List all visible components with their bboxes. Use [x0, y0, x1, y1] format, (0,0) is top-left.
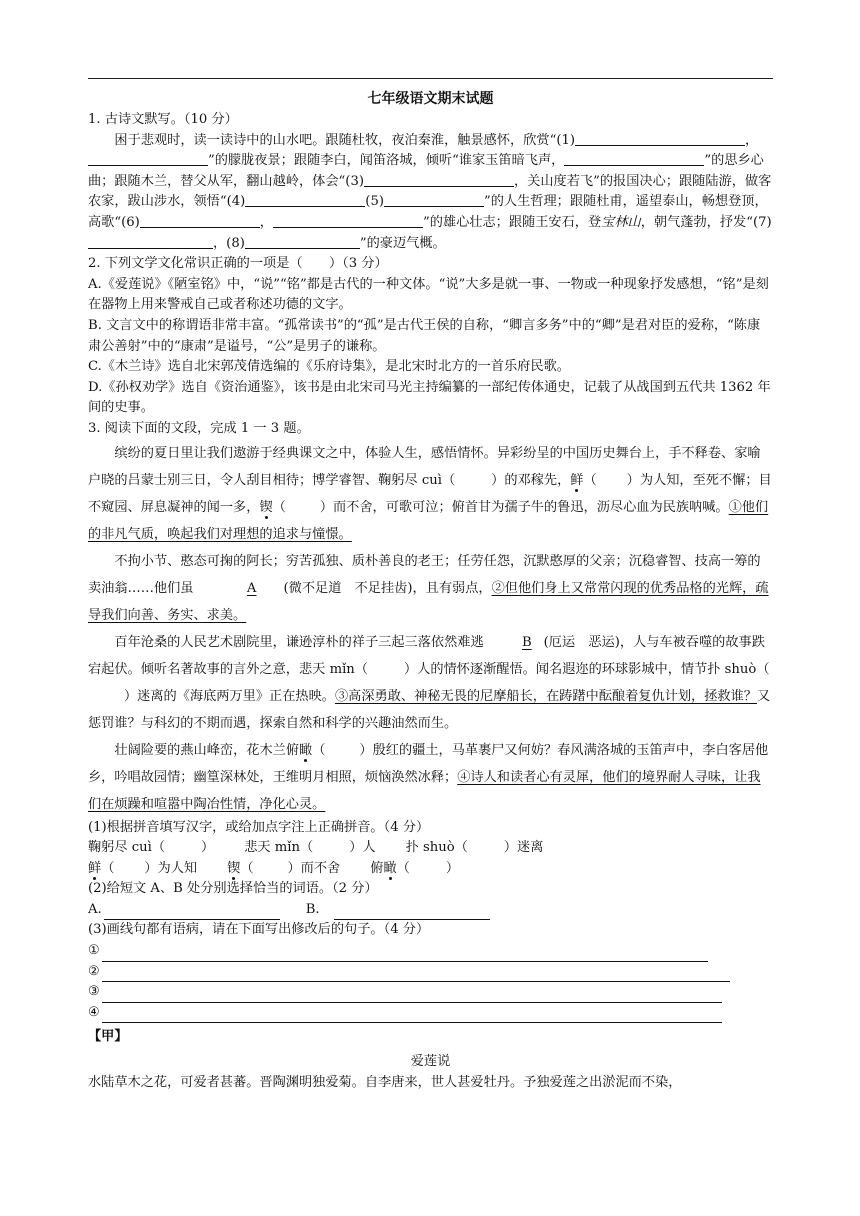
q2-option-c: C.《木兰诗》选自北宋郭茂倩选编的《乐府诗集》，是北宋时北方的一首乐府民歌。	[88, 359, 570, 375]
revision-line-2: ②	[88, 962, 773, 983]
exam-content	[88, 110, 773, 1093]
answer-line-a[interactable]	[104, 905, 280, 920]
underlined-sentence-2: ②但他们身上又常常闪现的优秀品格的光辉，疏导我们向善、务实、求美。	[88, 580, 769, 623]
revision-line-1: ①	[88, 941, 773, 962]
sub-question-3: (3)画线句都有语病，请在下面写出修改后的句子。（4 分）	[88, 922, 430, 938]
answer-blank[interactable]	[364, 172, 514, 187]
answer-line[interactable]	[102, 988, 722, 1003]
answer-line[interactable]	[102, 967, 730, 982]
answer-blank[interactable]	[88, 151, 208, 166]
q2-option-a: A.《爱莲说》《陋室铭》中，“说”“铭”都是古代的一种文体。“说”大多是就一事、一物或一种现象抒发感想，“铭”是刻在器物上用来警戒自己或者称述功德的文字。	[88, 276, 769, 313]
q2-option-b: B. 文言文中的称谓语非常丰富。“孤常读书”的“孤”是古代王侯的自称，“卿言多务”中的“卿”是君对臣的爱称，“陈康肃公善射”中的“康肃”是谥号，“公”是男子的谦称。	[88, 317, 761, 354]
page-title: 七年级语文期末试题	[367, 91, 494, 107]
q3-paragraph-2: 不拘小节、憨态可掬的阿长；穷苦孤独、质朴善良的老王；任劳任怨，沉默憨厚的父亲；沉稳睿智、技高一筹的卖油翁……他们虽 A (微不足道 不足挂齿)，且有弱点，②但他们身上又常常闪现的优秀品格的光辉，疏导我们向善、务实、求美。	[88, 553, 769, 623]
ab-answer-row: A. B.	[88, 900, 773, 921]
answer-blank[interactable]	[564, 151, 704, 166]
q3-paragraph-3: 百年沧桑的人民艺术剧院里，谦逊淳朴的祥子三起三落依然难逃 B (厄运 恶运)，人与车被吞噬的故事跌宕起伏。倾听名著故事的言外之意，悲天 mǐn（ ）人的情怀逐渐醒悟。闻名遐迩的环球影城中，情节扑 shuò（）迷离的《海底两万里》正在热映。③高深勇敢、神秘无畏的尼摩船长，在踌躇中酝酿着复仇计划，拯救谁？又惩罚谁？与科幻的不期而遇，探索自然和科学的兴趣油然而生。	[88, 634, 771, 731]
underlined-sentence-3: ③高深勇敢、神秘无畏的尼摩船长，在踌躇中酝酿着复仇计划，拯救谁？	[335, 688, 757, 704]
answer-blank[interactable]	[273, 213, 423, 228]
answer-line[interactable]	[102, 947, 708, 962]
q1-text: 困于悲观时，读一读诗中的山水吧。跟随杜牧，夜泊秦淮，触景感怀，欣赏“(1) ，”的朦胧夜景；跟随李白，闻笛洛城，倾听“谁家玉笛暗飞声， ”的思乡心曲；跟随木兰，替父从军，翻山越岭，体会“(3) ，关山度若飞”的报国决心；跟随陆游，做客农家，跋山涉水，领悟“(4) (5) ”的人生哲理；跟随杜甫，遥望泰山，畅想登顶，高歌“(6) ， ”的雄心壮志；跟随王安石，登宝林山，朝气蓬勃，抒发“(7)，(8) ”的豪迈气概。	[88, 132, 772, 251]
sub-question-2: (2)给短文 A、B 处分别选择恰当的词语。（2 分）	[88, 881, 378, 897]
q3-paragraph-1: 缤纷的夏日里让我们遨游于经典课文之中，体验人生，感悟情怀。异彩纷呈的中国历史舞台上，手不释卷、家喻户晓的吕蒙士别三日，令人刮目相待；博学睿智、鞠躬尽 cuì（ ）的邓稼先，鲜（ ）为人知，至死不懈；目不窥园、屏息凝神的闻一多，锲（ ）而不舍，可歌可泣；俯首甘为孺子牛的鲁迅，沥尽心血为民族呐喊。①他们的非凡气质，唤起我们对理想的追求与憧憬。	[88, 445, 772, 542]
answer-line-b[interactable]	[334, 905, 490, 920]
pinyin-row-2: 鲜（ ）为人知 锲（ ）而不舍 俯瞰（ ）	[88, 860, 459, 876]
underlined-sentence-1: ①他们的非凡气质，唤起我们对理想的追求与憧憬。	[88, 499, 769, 542]
passage-text: 水陆草木之花，可爱者甚蕃。晋陶渊明独爱菊。自李唐来，世人甚爱牡丹。予独爱莲之出淤泥而不染，	[88, 1074, 682, 1090]
underlined-sentence-4: ④诗人和读者心有灵犀，他们的境界耐人寻味，让我们在烦躁和喧嚣中陶冶性情，净化心灵。	[88, 769, 761, 812]
answer-blank[interactable]	[384, 192, 484, 207]
answer-blank[interactable]	[245, 234, 360, 249]
pinyin-row-1: 鞠躬尽 cuì（ ） 悲天 mǐn（ ）人 扑 shuò（ ）迷离	[88, 840, 544, 856]
header-rule	[88, 78, 773, 79]
answer-blank[interactable]	[140, 213, 260, 228]
passage-title: 爱莲说	[410, 1054, 451, 1070]
section-label-jia: 【甲】	[88, 1029, 128, 1045]
answer-line[interactable]	[102, 1008, 722, 1023]
q2-option-d: D.《孙权劝学》选自《资治通鉴》，该书是由北宋司马光主持编纂的一部纪传体通史，记载了从战国到五代共 1362 年间的史事。	[88, 379, 771, 416]
q3-paragraph-4: 壮阔险要的燕山峰峦，花木兰俯瞰（ ）殷红的疆土，马革裹尸又何妨？春风满洛城的玉笛声中，李白客居他乡，吟唱故园情；幽篁深林处，王维明月相照，烦恼涣然冰释；④诗人和读者心有灵犀，他们的境界耐人寻味，让我们在烦躁和喧嚣中陶冶性情，净化心灵。	[88, 742, 769, 812]
answer-blank[interactable]	[575, 131, 745, 146]
sub-question-1: (1)根据拼音填写汉字，或给加点字注上正确拼音。（4 分）	[88, 819, 430, 835]
revision-line-4: ④	[88, 1003, 773, 1024]
revision-line-3: ③	[88, 982, 773, 1003]
answer-blank[interactable]	[245, 192, 365, 207]
q2-heading: 2. 下列文学文化常识正确的一项是（ ）（3 分）	[88, 256, 388, 272]
answer-blank[interactable]	[88, 234, 213, 249]
q1-heading: 1. 古诗文默写。（10 分）	[88, 112, 238, 127]
q3-heading: 3. 阅读下面的文段，完成 1 一 3 题。	[88, 420, 310, 436]
